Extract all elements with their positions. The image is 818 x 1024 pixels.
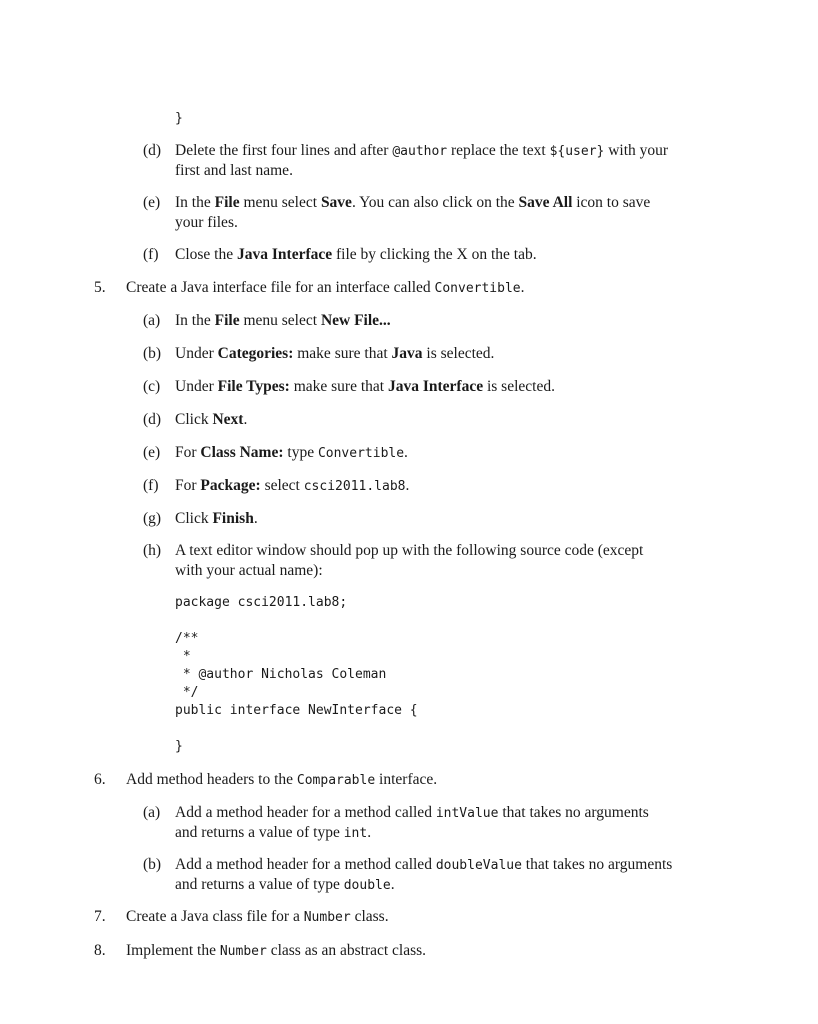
- item-text: Click Finish.: [175, 510, 258, 527]
- step-number: 6.: [94, 771, 106, 788]
- item-label: (c): [143, 378, 161, 395]
- item-text: A text editor window should pop up with the following source code (except: [175, 542, 644, 559]
- code-line: /**: [175, 631, 199, 646]
- item-text: In the File menu select New File...: [175, 312, 391, 329]
- code-line: public interface NewInterface {: [175, 703, 418, 718]
- step-text: Create a Java interface file for an interface called Convertible.: [126, 279, 525, 296]
- item-label: (a): [143, 312, 161, 329]
- step-text: Implement the Number class as an abstract class.: [126, 942, 427, 959]
- step-number: 5.: [94, 279, 106, 296]
- item-label: (a): [143, 804, 161, 821]
- item-label: (b): [143, 345, 162, 362]
- item-label: (f): [143, 477, 159, 494]
- item-text-cont: and returns a value of type double.: [175, 876, 395, 893]
- code-line: *: [175, 649, 191, 664]
- code-line: package csci2011.lab8;: [175, 595, 348, 610]
- item-text: Delete the first four lines and after @author replace the text ${user} with your: [175, 142, 669, 159]
- item-text: Close the Java Interface file by clicking the X on the tab.: [175, 246, 537, 263]
- code-line: }: [175, 739, 183, 754]
- item-text-cont: first and last name.: [175, 162, 293, 179]
- item-label: (b): [143, 856, 162, 873]
- item-label: (g): [143, 510, 162, 527]
- item-text: Click Next.: [175, 411, 248, 428]
- item-label: (h): [143, 542, 162, 559]
- step-number: 7.: [94, 908, 106, 925]
- item-label: (d): [143, 142, 162, 159]
- item-text-cont: with your actual name):: [175, 562, 323, 579]
- item-label: (d): [143, 411, 162, 428]
- step-text: Add method headers to the Comparable interface.: [126, 771, 438, 788]
- item-text: Under File Types: make sure that Java Interface is selected.: [175, 378, 555, 395]
- item-text: Add a method header for a method called intValue that takes no arguments: [175, 804, 649, 821]
- item-text: In the File menu select Save. You can also click on the Save All icon to save: [175, 194, 651, 211]
- item-label: (f): [143, 246, 159, 263]
- code-closing-brace-top: }: [175, 111, 183, 126]
- step-number: 8.: [94, 942, 106, 959]
- item-text: Under Categories: make sure that Java is selected.: [175, 345, 495, 362]
- item-text: For Package: select csci2011.lab8.: [175, 477, 410, 494]
- item-text: For Class Name: type Convertible.: [175, 444, 408, 461]
- item-text-cont: and returns a value of type int.: [175, 824, 372, 841]
- item-text-cont: your files.: [175, 214, 238, 231]
- item-label: (e): [143, 194, 161, 211]
- code-line: * @author Nicholas Coleman: [175, 667, 387, 682]
- step-text: Create a Java class file for a Number class.: [126, 908, 389, 925]
- code-line: */: [175, 685, 199, 700]
- item-label: (e): [143, 444, 161, 461]
- item-text: Add a method header for a method called doubleValue that takes no arguments: [175, 856, 673, 873]
